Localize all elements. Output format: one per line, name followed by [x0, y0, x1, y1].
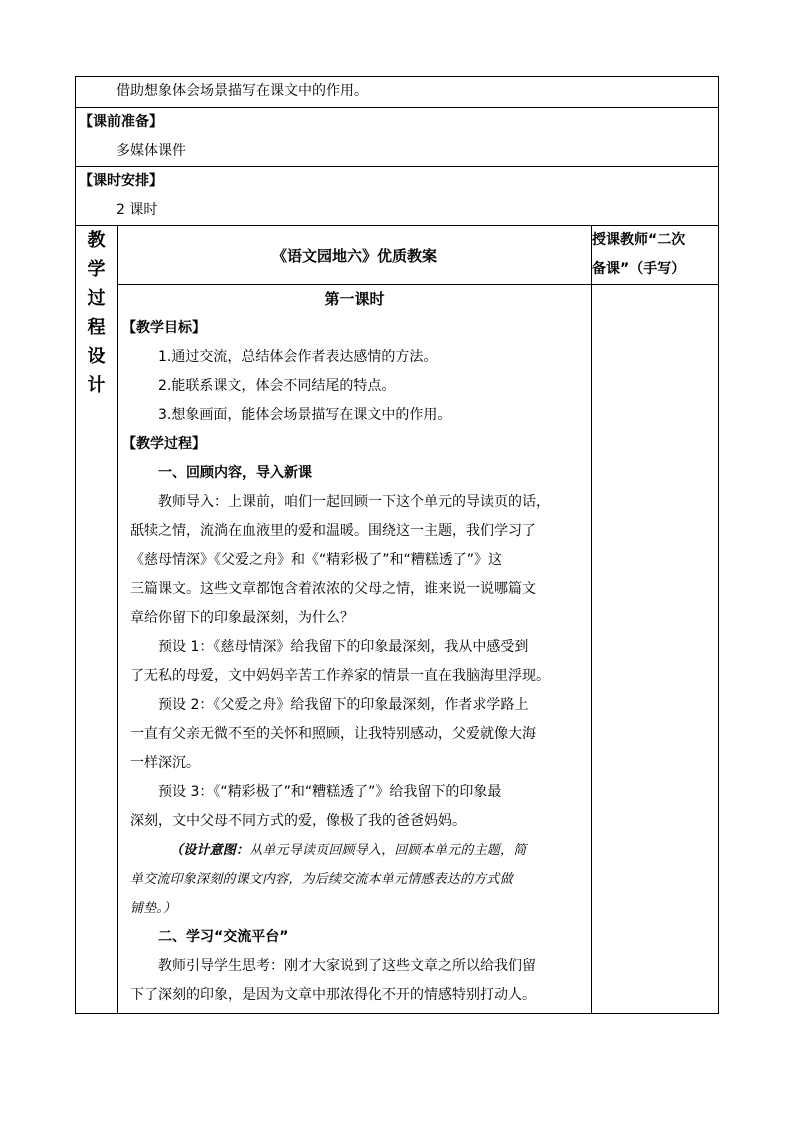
goals-heading: 【教学目标】: [122, 320, 206, 336]
design-intent-line: [118, 836, 591, 865]
content-row: [76, 285, 719, 1014]
objective-row: [76, 77, 719, 108]
text-line: 预设 3：《“精彩极了”和“糟糕透了”》给我留下的印象最: [158, 784, 502, 800]
side-char: 计: [87, 375, 106, 396]
design-intent-line: 铺垫。）: [130, 901, 177, 916]
side-label: [76, 226, 118, 1014]
side-char: 学: [87, 259, 106, 280]
text-line: 《慈母情深》《父爱之舟》和《“精彩极了”和“糟糕透了”》这: [130, 552, 503, 568]
schedule-row: [76, 167, 719, 226]
period-title: 第一课时: [324, 290, 385, 308]
handwritten-notes-area: [592, 285, 719, 1014]
schedule-content: 2 课时: [116, 202, 158, 218]
text-line: 下了深刻的印象，是因为文章中那浓得化不开的情感特别打动人。: [130, 987, 536, 1003]
lesson-title: 《语文园地六》优质教案: [118, 226, 592, 285]
text-line: 深刻，文中父母不同方式的爱，像极了我的爸爸妈妈。: [130, 813, 466, 829]
lesson-content: [118, 285, 592, 1014]
schedule-heading: 【课时安排】: [79, 173, 163, 189]
text-line: 教师导入：上课前，咱们一起回顾一下这个单元的导读页的话，: [158, 494, 550, 510]
objective-line: 借助想象体会场景描写在课文中的作用。: [116, 83, 368, 99]
process-heading: 【教学过程】: [122, 436, 206, 452]
text-line: 了无私的母爱，文中妈妈辛苦工作养家的情景一直在我脑海里浮现。: [130, 668, 550, 684]
section-heading: 二、学习“交流平台”: [158, 929, 289, 945]
goal-item: 1.通过交流，总结体会作者表达感情的方法。: [158, 349, 438, 365]
notes-header-line: 备课”（手写）: [592, 261, 686, 277]
side-char: 教: [87, 230, 106, 251]
side-char: 过: [87, 288, 106, 309]
preparation-row: [76, 108, 719, 167]
section-heading: 一、回顾内容，导入新课: [158, 465, 312, 481]
preparation-heading: 【课前准备】: [79, 114, 163, 130]
text-line: 章给你留下的印象最深刻，为什么？: [130, 610, 354, 626]
design-intent-line: 单交流印象深刻的课文内容，为后续交流本单元情感表达的方式做: [130, 872, 513, 887]
goal-item: 2.能联系课文，体会不同结尾的特点。: [158, 378, 396, 394]
text-line: 一直有父亲无微不至的关怀和照顾，让我特别感动，父爱就像大海: [130, 726, 536, 742]
text-line: 预设 1：《慈母情深》给我留下的印象最深刻，我从中感受到: [158, 639, 529, 655]
title-row: [76, 226, 719, 285]
preparation-content: 多媒体课件: [116, 143, 186, 159]
text-line: 预设 2：《父爱之舟》给我留下的印象最深刻，作者求学路上: [158, 697, 529, 713]
text-line: 一样深沉。: [130, 755, 200, 771]
side-char: 程: [87, 317, 106, 338]
text-line: 三篇课文。这些文章都饱含着浓浓的父母之情，谁来说一说哪篇文: [130, 581, 536, 597]
notes-header: [592, 226, 719, 285]
goal-item: 3.想象画面，能体会场景描写在课文中的作用。: [158, 407, 452, 423]
design-intent-text: 从单元导读页回顾导入，回顾本单元的主题，简: [249, 843, 527, 858]
text-line: 舐犊之情，流淌在血液里的爱和温暖。围绕这一主题，我们学习了: [130, 523, 536, 539]
text-line: 教师引导学生思考：刚才大家说到了这些文章之所以给我们留: [158, 958, 536, 974]
side-char: 设: [87, 346, 106, 367]
lesson-plan-table: [75, 76, 719, 1014]
design-intent-label: （设计意图：: [170, 843, 250, 858]
notes-header-line: 授课教师“二次: [592, 232, 686, 248]
